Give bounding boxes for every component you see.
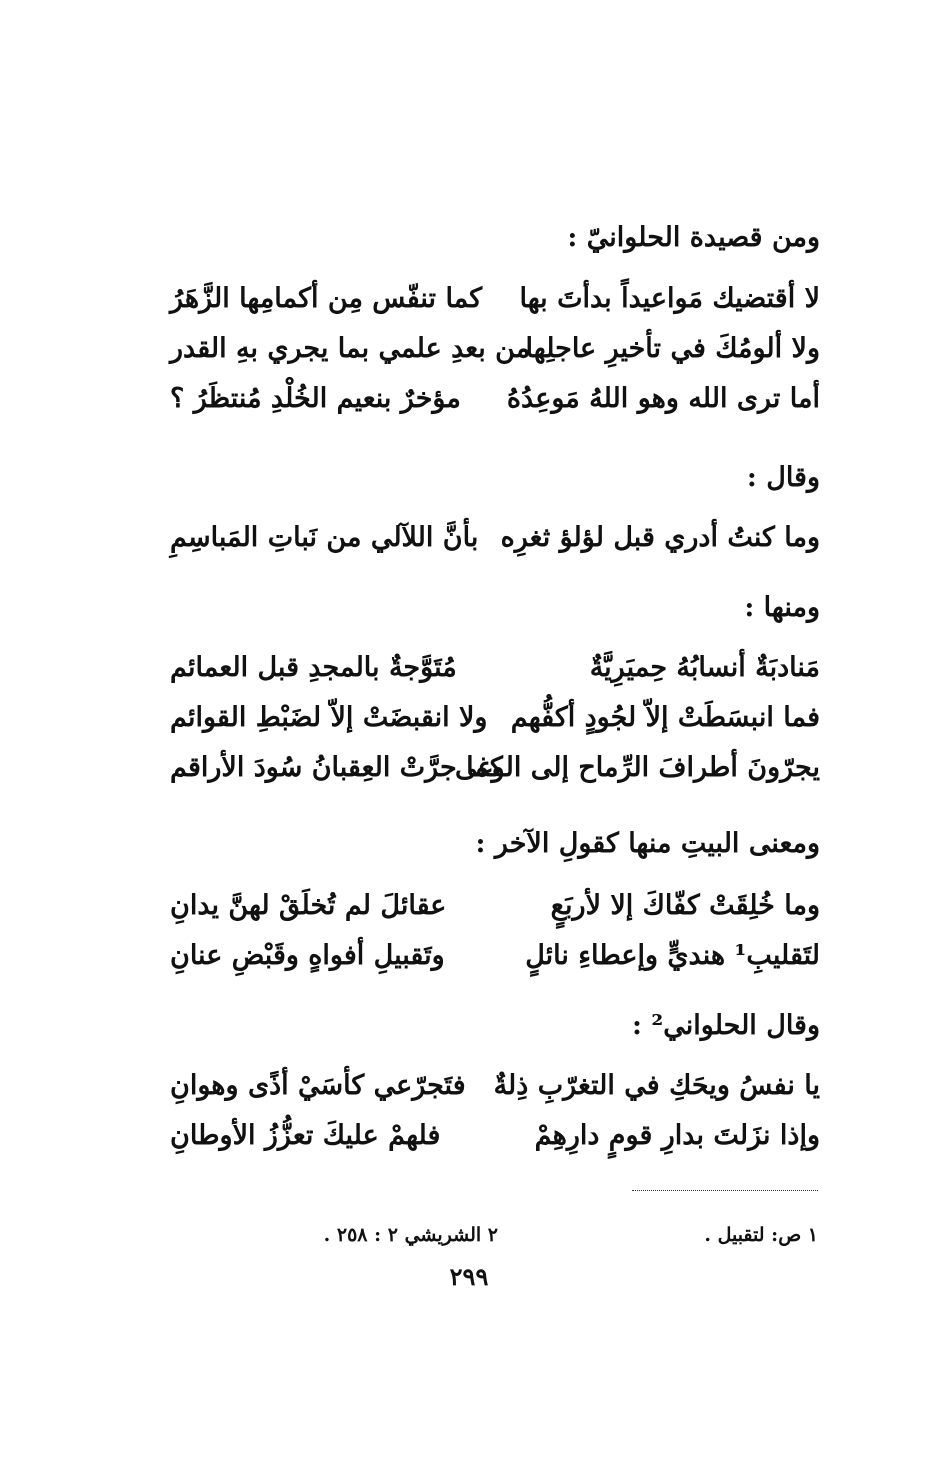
verse-line [170,283,820,327]
verse-second-hemistich: كما جرَّتْ العِقبانُ سُودَ الأراقم [170,752,503,783]
verse-second-hemistich: بأنَّ اللآلي من نَباتِ المَباسِمِ [170,522,479,553]
footnote-1: ١ ص: لتقبيل . [704,1224,818,1246]
section-heading: ومعنى البيتِ منها كقولِ الآخر : [475,828,820,859]
section-heading: وقال : [746,462,820,493]
verse-first-hemistich: مَنادبَةٌ أنسابُهُ حِميَرِيَّةٌ [589,652,820,683]
verse-line [170,1070,820,1114]
footnote-2: ٢ الشريشي ٢ : ٢٥٨ . [323,1224,498,1246]
verse-second-hemistich: كما تنفّس مِن أكمامِها الزَّهَرُ [170,283,483,314]
verse-line [170,652,820,696]
verse-first-hemistich: أما ترى الله وهو اللهُ مَوعِدُهُ [506,383,820,414]
verse-first-hemistich: وما كنتُ أدري قبل لؤلؤ ثغرِه [500,522,820,553]
verse-first-hemistich: لتَقليبِ¹ هنديٍّ وإعطاءِ نائلٍ [525,940,820,971]
section-heading: ومنها : [744,592,820,623]
verse-first-hemistich: ولا ألومُكَ في تأخيرِ عاجلِها [525,333,820,364]
verse-line [170,1120,820,1164]
footnote-separator [632,1190,818,1191]
verse-second-hemistich: ولا انقبضَتْ إلاّ لضَبْطِ القوائم [170,702,488,733]
verse-first-hemistich: يجرّونَ أطرافَ الرِّماح إلى الوغى [455,752,820,783]
page-number: ٢٩٩ [449,1262,489,1291]
verse-first-hemistich: لا أقتضيك مَواعيداً بدأتَ بها [519,283,820,314]
verse-second-hemistich: مُتَوَّجةٌ بالمجدِ قبل العمائم [170,652,457,683]
verse-line [170,383,820,427]
verse-line [170,333,820,377]
verse-second-hemistich: فلهمْ عليكَ تعزُّزُ الأوطانِ [170,1120,441,1151]
verse-line [170,702,820,746]
verse-second-hemistich: فتَجرّعي كأسَيْ أذًى وهوانِ [170,1070,466,1101]
verse-line [170,940,820,984]
section-heading: وقال الحلواني² : [632,1010,820,1041]
verse-line [170,522,820,566]
verse-first-hemistich: فما انبسَطَتْ إلاّ لجُودٍ أكفُّهم [510,702,820,733]
verse-second-hemistich: وتَقبيلِ أفواهٍ وقَبْضِ عنانِ [170,940,445,971]
verse-first-hemistich: وما خُلِقَتْ كفّاكَ إلا لأربَعٍ [550,890,820,921]
verse-second-hemistich: مؤخرٌ بنعيم الخُلْدِ مُنتظَرُ ؟ [170,383,461,414]
verse-first-hemistich: يا نفسُ ويحَكِ في التغرّبِ ذِلةٌ [493,1070,820,1101]
verse-line [170,752,820,796]
verse-first-hemistich: وإذا نزَلتَ بدارِ قومٍ دارِهِمْ [534,1120,820,1151]
verse-second-hemistich: عقائلَ لم تُخلَقْ لهنَّ يدانِ [170,890,447,921]
verse-second-hemistich: من بعدِ علمي بما يجري بهِ القدر [170,333,531,364]
section-heading: ومن قصيدة الحلوانيّ : [567,222,820,253]
verse-line [170,890,820,934]
